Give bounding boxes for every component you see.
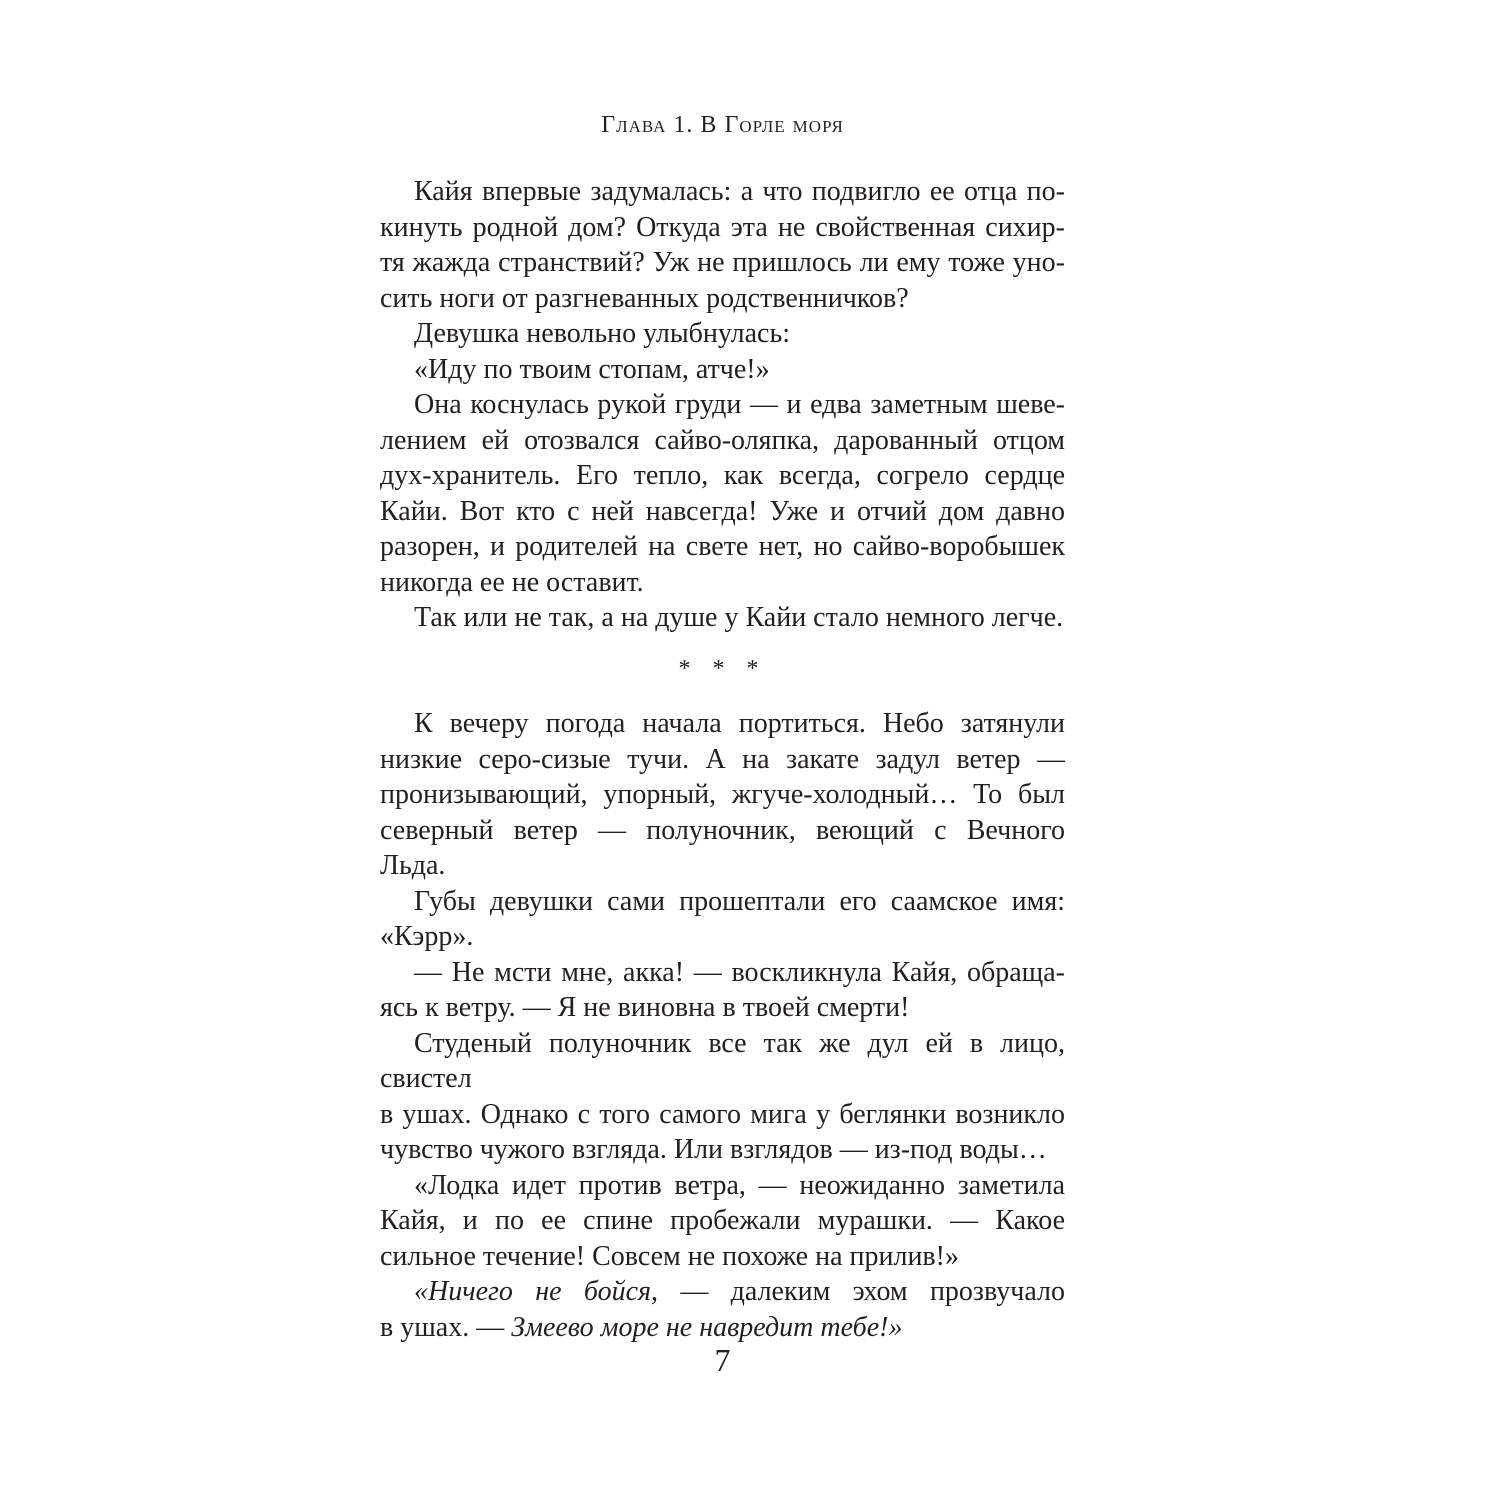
text-line — [380, 1274, 1065, 1310]
text-line: дух-хранитель. Его тепло, как всегда, согрело сердце — [380, 460, 1065, 491]
text-line: Кайи. Вот кто с ней навсегда! Уже и отчий дом давно — [380, 495, 1065, 527]
paragraph — [380, 387, 1065, 600]
paragraph — [380, 1026, 1065, 1168]
text-line: разорен, и родителей на свете нет, но сайво-воробышек — [380, 531, 1065, 562]
text-line: «Кэрр». — [380, 921, 474, 952]
text-line: Она коснулась рукой груди — и едва заметным шеве- — [414, 389, 1065, 420]
text-line: Льда. — [380, 850, 446, 881]
paragraph: Так или не так, а на душе у Кайи стало немного легче. — [414, 602, 1064, 633]
paragraph — [380, 884, 1065, 955]
paragraph: Девушка невольно улыбнулась: — [414, 318, 791, 349]
text-line: северный ветер — полуночник, веющий с Вечного — [380, 814, 1065, 846]
running-header: Глава 1. В Горле моря — [601, 112, 844, 138]
text-line — [380, 1310, 1065, 1346]
regular-text: в ушах. — — [380, 1311, 512, 1343]
text-line: К вечеру погода начала портиться. Небо затянули — [414, 708, 1065, 739]
paragraph — [380, 1274, 1065, 1345]
text-line: в ушах. Однако с того самого мига у беглянки возникло — [380, 1098, 1065, 1130]
text-line: низкие серо-сизые тучи. А на закате задул ветер — — [380, 743, 1065, 775]
regular-text: — далеким эхом прозвучало — [658, 1276, 1065, 1307]
paragraph — [380, 174, 1065, 316]
text-line: Кайя впервые задумалась: а что подвигло ее отца по- — [414, 176, 1065, 207]
text-line: ясь к ветру. — Я не виновна в твоей смерти! — [380, 992, 910, 1023]
text-line: «Лодка идет против ветра, — неожиданно заметила — [414, 1169, 1065, 1201]
text-line: Кайя, и по ее спине пробежали мурашки. — Какое — [380, 1205, 1065, 1236]
paragraph: «Иду по твоим стопам, атче!» — [414, 353, 770, 385]
italic-text: «Ничего не бойся, — [414, 1276, 659, 1307]
italic-text: Змеево море не навредит тебе!» — [511, 1311, 903, 1343]
text-line: кинуть родной дом? Откуда эта не свойственная сихир- — [380, 211, 1065, 243]
text-line: никогда ее не оставит. — [380, 566, 644, 598]
section-separator: * * * — [678, 656, 767, 682]
paragraph — [380, 955, 1065, 1026]
text-line: Студеный полуночник все так же дул ей в лицо, свистел — [380, 1027, 1065, 1094]
text-line: — Не мсти мне, акка! — воскликнула Кайя, обраща- — [414, 956, 1065, 988]
text-section-1 — [380, 174, 1065, 636]
text-line: Губы девушки сами прошептали его саамское имя: — [414, 885, 1065, 917]
paragraph — [380, 1168, 1065, 1275]
text-line: чувство чужого взгляда. Или взглядов — из-под воды… — [380, 1134, 1047, 1165]
text-line: пронизывающий, упорный, жгуче-холодный… То был — [380, 779, 1065, 810]
text-line: тя жажда странствий? Уж не пришлось ли ему тоже уно- — [380, 247, 1065, 278]
text-line: лением ей отозвался сайво-оляпка, дарованный отцом — [380, 424, 1065, 456]
text-line: сильное течение! Совсем не похоже на прилив!» — [380, 1240, 959, 1272]
text-line: сить ноги от разгневанных родственничков? — [380, 282, 909, 314]
paragraph — [380, 706, 1065, 884]
page-number: 7 — [714, 1342, 731, 1378]
text-section-2 — [380, 706, 1065, 1345]
